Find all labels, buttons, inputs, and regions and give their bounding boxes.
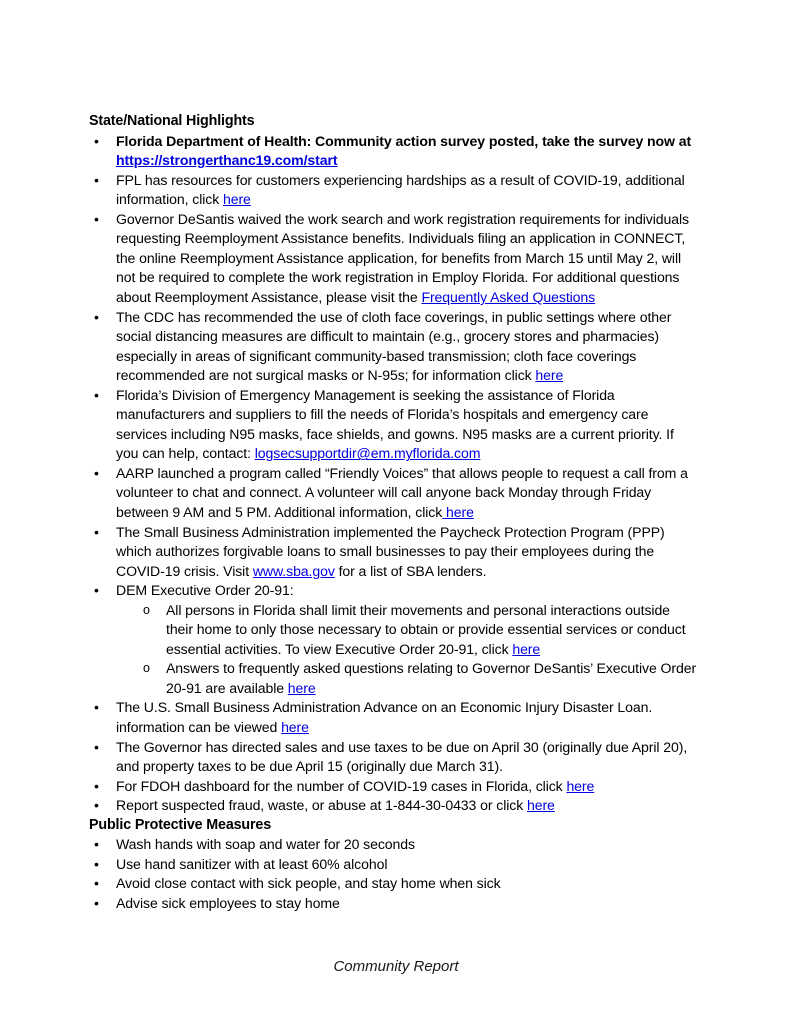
- bullet-marker-icon: •: [94, 797, 99, 814]
- bullet-list: [89, 132, 699, 816]
- body-text: AARP launched a program called “Friendly Voices” that allows people to request a call from a volunteer to chat and connect. A volunteer will call anyone back Monday through Friday between 9 AM and 5 PM. Additional information, click: [116, 464, 688, 520]
- hyperlink[interactable]: https://strongerthanc19.com/start: [116, 152, 338, 169]
- hyperlink[interactable]: Frequently Asked Questions: [421, 288, 596, 305]
- hyperlink[interactable]: here: [222, 191, 251, 208]
- list-item: [89, 874, 699, 894]
- body-text: Answers to frequently asked questions relating to Governor DeSantis’ Executive Order 20-91 are available: [166, 660, 697, 696]
- list-item-text: [116, 856, 387, 872]
- list-item-text: [116, 387, 674, 462]
- body-text: Use hand sanitizer with at least 60% alcohol: [116, 855, 388, 872]
- bullet-list: [89, 835, 699, 913]
- body-text: The CDC has recommended the use of cloth face coverings, in public settings where other social distancing measures are difficult to maintain (e.g., grocery stores and pharmacies) especially in areas of significant community-based transmission; cloth face coverings recommended are not surgical masks or N-95s; for information click: [116, 308, 672, 384]
- list-item: [89, 581, 699, 698]
- list-item-text: [116, 836, 415, 852]
- sub-list-item-text: [166, 602, 686, 657]
- list-item: [89, 738, 699, 777]
- sub-list-item-text: [166, 660, 696, 696]
- body-text: Florida Department of Health: Community action survey posted, take the survey now at: [116, 132, 692, 149]
- page-footer: Community Report: [333, 958, 459, 975]
- bullet-marker-icon: •: [94, 855, 99, 872]
- list-item-text: [116, 309, 671, 384]
- list-item-text: [116, 211, 689, 305]
- sub-bullet-list: [116, 601, 699, 699]
- section-heading: Public Protective Measures: [89, 816, 272, 833]
- list-item: [89, 777, 699, 797]
- body-text: Florida’s Division of Emergency Management is seeking the assistance of Florida manufacturers and suppliers to fill the needs of Florida’s hospitals and emergency care services including N95 masks, face shields, and gowns. N95 masks are a current priority. If you can help, contact:: [116, 386, 674, 462]
- bullet-marker-icon: •: [94, 132, 99, 149]
- list-item-text: [116, 582, 294, 598]
- hyperlink[interactable]: here: [442, 503, 474, 520]
- body-text: Governor DeSantis waived the work search and work registration requirements for individuals requesting Reemployment Assistance benefits. Individuals filing an application in CONNECT, the online Reemployment Assistance application, for benefits from March 15 until May 2, will not be required to complete the work registration in Employ Florida. For additional questions about Reemployment Assistance, please visit the: [116, 210, 689, 305]
- hyperlink[interactable]: here: [281, 719, 309, 735]
- body-text: for a list of SBA lenders.: [334, 562, 487, 579]
- list-item-text: [116, 133, 691, 169]
- bullet-marker-icon: •: [94, 523, 99, 540]
- bullet-marker-icon: •: [94, 386, 99, 403]
- body-text: For FDOH dashboard for the number of COVID-19 cases in Florida, click: [116, 777, 567, 794]
- bullet-marker-icon: •: [94, 836, 99, 853]
- sub-bullet-marker-icon: o: [143, 661, 150, 676]
- list-item-text: [116, 797, 555, 813]
- list-item: [89, 308, 699, 386]
- bullet-marker-icon: •: [94, 875, 99, 892]
- section-heading: State/National Highlights: [89, 113, 255, 129]
- body-text: All persons in Florida shall limit their movements and personal interactions outside their home to only those necessary to obtain or provide essential services or conduct essential activities. To view Executive Order 20-91, click: [166, 601, 686, 657]
- hyperlink[interactable]: here: [566, 777, 595, 794]
- body-text: The Small Business Administration implemented the Paycheck Protection Program (PPP) which authorizes forgivable loans to small businesses to pay their employees during the COVID-19 crisis. Visit: [116, 523, 665, 579]
- body-text: The U.S. Small Business Administration Advance on an Economic Injury Disaster Loan. information can be viewed: [116, 699, 653, 735]
- hyperlink[interactable]: www.sba.gov: [252, 562, 335, 579]
- bullet-marker-icon: •: [94, 894, 99, 911]
- body-text: Report suspected fraud, waste, or abuse at 1-844-30-0433 or click: [116, 797, 527, 814]
- body-text: The Governor has directed sales and use taxes to be due on April 30 (originally due April 20), and property taxes to be due April 15 (originally due March 31).: [116, 738, 688, 775]
- hyperlink[interactable]: here: [526, 797, 555, 814]
- document-body: [89, 112, 699, 914]
- sub-list-item: [138, 601, 699, 660]
- body-text: Wash hands with soap and water for 20 seconds: [116, 836, 415, 853]
- hyperlink[interactable]: here: [512, 640, 541, 657]
- list-item-text: [116, 778, 594, 794]
- body-text: Advise sick employees to stay home: [116, 894, 340, 911]
- bullet-marker-icon: •: [94, 210, 99, 227]
- list-item: [89, 464, 699, 523]
- list-item-text: [116, 895, 340, 911]
- list-item: [89, 132, 699, 171]
- list-item-text: [116, 739, 687, 775]
- bullet-marker-icon: •: [94, 738, 99, 755]
- bullet-marker-icon: •: [94, 582, 99, 599]
- bullet-marker-icon: •: [94, 464, 99, 481]
- list-item: [89, 171, 699, 210]
- sub-list-item: [138, 659, 699, 698]
- hyperlink[interactable]: here: [535, 367, 564, 384]
- body-text: Avoid close contact with sick people, and stay home when sick: [116, 875, 501, 892]
- hyperlink[interactable]: logsecsupportdir@em.myflorida.com: [254, 445, 481, 462]
- list-item: [89, 698, 699, 737]
- bullet-marker-icon: •: [94, 308, 99, 325]
- bullet-marker-icon: •: [94, 171, 99, 188]
- sub-bullet-marker-icon: o: [143, 602, 150, 617]
- list-item-text: [116, 172, 685, 208]
- list-item: [89, 796, 699, 816]
- list-item-text: [116, 524, 665, 579]
- list-item-text: [116, 465, 688, 520]
- body-text: FPL has resources for customers experiencing hardships as a result of COVID-19, additional information, click: [116, 171, 685, 208]
- bullet-marker-icon: •: [94, 699, 99, 716]
- bullet-marker-icon: •: [94, 777, 99, 794]
- list-item: [89, 523, 699, 582]
- list-item-text: [116, 875, 501, 891]
- list-item: [89, 835, 699, 855]
- list-item: [89, 210, 699, 308]
- body-text: DEM Executive Order 20-91:: [116, 582, 294, 599]
- list-item: [89, 894, 699, 914]
- list-item: [89, 386, 699, 464]
- list-item: [89, 855, 699, 875]
- hyperlink[interactable]: here: [287, 679, 316, 696]
- list-item-text: [116, 699, 652, 735]
